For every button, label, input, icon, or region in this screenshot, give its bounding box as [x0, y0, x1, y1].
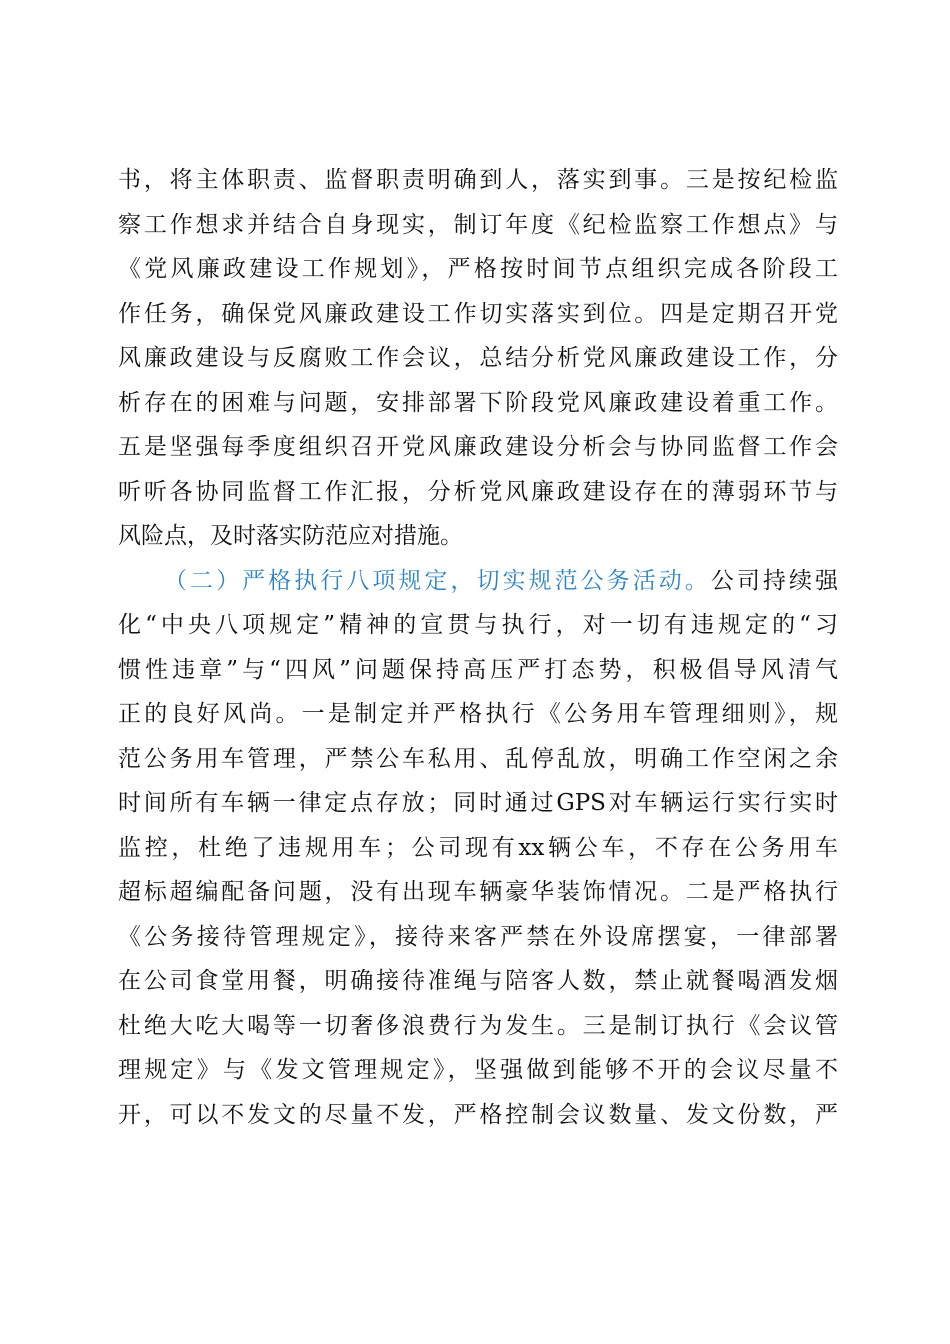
paragraph-line: 察工作想求并结合自身现实，制订年度《纪检监察工作想点》与: [118, 211, 838, 238]
paragraph-line: 五是坚强每季度组织召开党风廉政建设分析会与协同监督工作会: [118, 434, 838, 460]
paragraph-line: 监控，杜绝了违规用车；公司现有xx辆公车，不存在公务用车: [118, 834, 838, 861]
paragraph-line: 理规定》与《发文管理规定》，坚强做到能够不开的会议尽量不: [118, 1057, 838, 1083]
paragraph-line: 范公务用车管理，严禁公车私用、乱停乱放，明确工作空闲之余: [118, 745, 838, 772]
paragraph-line: 析存在的困难与问题，安排部署下阶段党风廉政建设着重工作。: [118, 389, 838, 416]
paragraph-line: 时间所有车辆一律定点存放；同时通过GPS对车辆运行实行实时: [118, 790, 838, 816]
paragraph-line: 《党风廉政建设工作规划》，严格按时间节点组织完成各阶段工: [118, 256, 838, 282]
section-heading-line: [118, 559, 838, 604]
paragraph-line: 风险点，及时落实防范应对措施。: [118, 523, 463, 549]
paragraph-line: 化“中央八项规定”精神的宣贯与执行，对一切有违规定的“习: [118, 612, 838, 638]
section-heading: （二）严格执行八项规定，切实规范公务活动。: [164, 567, 711, 594]
paragraph-line: 书，将主体职责、监督职责明确到人，落实到事。三是按纪检监: [118, 167, 838, 193]
section-heading-tail: 公司持续强: [710, 567, 839, 594]
paragraph-line: 《公务接待管理规定》，接待来客严禁在外设席摆宴，一律部署: [118, 923, 838, 950]
paragraph-line: 惯性违章”与“四风”问题保持高压严打态势，积极倡导风清气: [118, 656, 838, 683]
paragraph-line: 超标超编配备问题，没有出现车辆豪华装饰情况。二是严格执行: [118, 879, 838, 905]
paragraph-line: 正的良好风尚。一是制定并严格执行《公务用车管理细则》，规: [118, 701, 838, 727]
paragraph-line: 开，可以不发文的尽量不发，严格控制会议数量、发文份数，严: [118, 1101, 838, 1128]
paragraph-line: 听听各协同监督工作汇报，分析党风廉政建设存在的薄弱环节与: [118, 478, 838, 505]
paragraph-line: 风廉政建设与反腐败工作会议，总结分析党风廉政建设工作，分: [118, 345, 838, 371]
document-body: [118, 158, 838, 1137]
paragraph-line: 在公司食堂用餐，明确接待准绳与陪客人数，禁止就餐喝酒发烟: [118, 968, 838, 994]
paragraph-line: 作任务，确保党风廉政建设工作切实落实到位。四是定期召开党: [118, 300, 838, 327]
paragraph-line: 杜绝大吃大喝等一切奢侈浪费行为发生。三是制订执行《会议管: [118, 1012, 838, 1039]
